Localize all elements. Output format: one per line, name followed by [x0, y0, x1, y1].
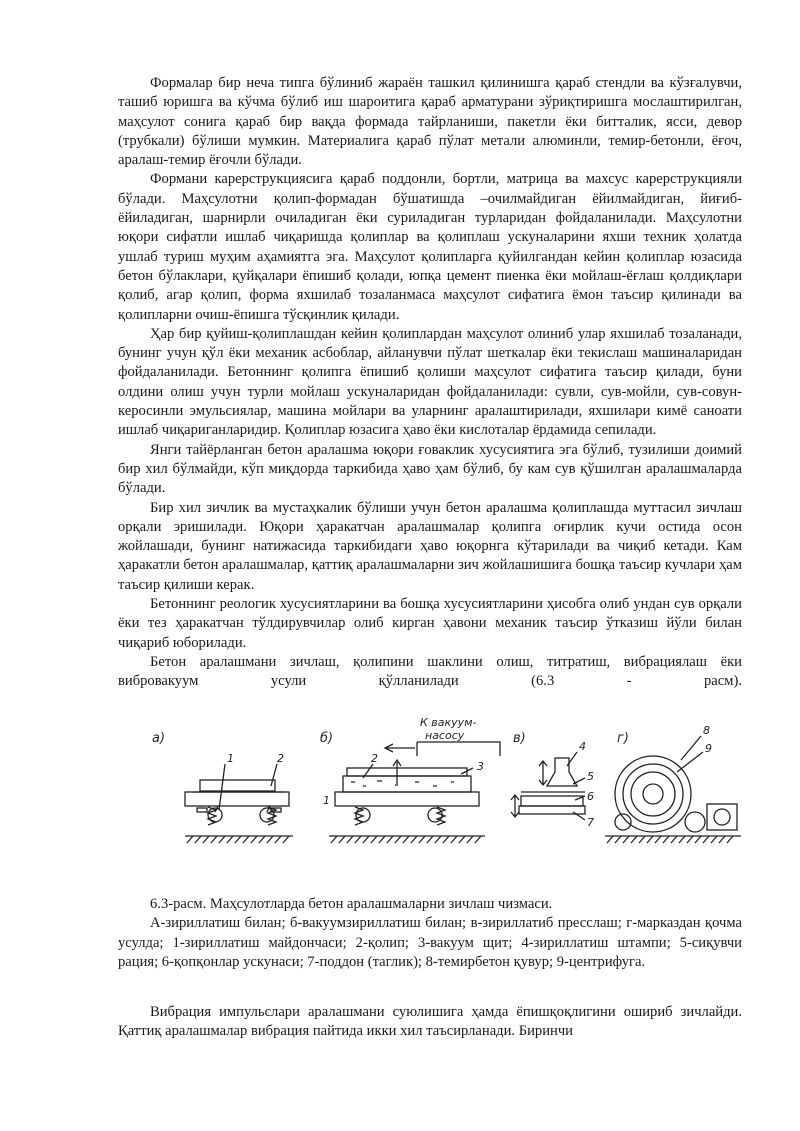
part-number: 4 [579, 740, 586, 753]
paragraph-4: Янги тайёрланган бетон аралашма юқори ғоваклик хусусиятига эга бўлиб, тузилиши доимий бир хил бўлмайди, кўп миқдорда таркибида ҳаво ҳам бўлиб, бу кам сув қўшилган аралашмаларда бўлади. [118, 441, 742, 497]
paragraph-1: Формалар бир неча типга бўлиниб жараён ташкил қилинишга қараб стендли ва кўзғалувчи, ташиб юришга ва кўчма бўлиб иш шароитига қараб арматурани зўриқтиришга мослаштирилган, маҳсулот сонига қараб бир вақда формада тайрланиши, пакетли ёки битталик, ясси, девор (трубкали) бўлиши мумкин. Материалига қараб пўлат метали алюминли, темир-бетонли, ёғоч, аралаш-темир ёғочли бўлади. [118, 75, 742, 169]
paragraph-2: Формани карерструкциясига қараб поддонли, бортли, матрица ва махсус карерструкцияли бўлади. Маҳсулотни қолип-формадан бўшатишда –очилмайдиган ёйилмайдиган, йиғиб-ёйиладиган, шарнирли очиладиган ёки суриладиган турларидан фойдаланилади. Маҳсулотни юқори сифатли ишлаб чиқаришда қолиплар ва қолиплаш ускуналарини яхши техник ҳолатда ушлаб туриш муҳим аҳамиятга эга. Маҳсулот қолипларга қуйилгандан кейин қолиплар юзасида бетон бўлаклари, қуйқалари ёпишиб қолади, юпқа цемент пиенка ёки мойлаш-ёғлаш қолдиқлари қолиб, агар қолип, форма яхшилаб тозаланмаса маҳсулот сифатига ёмон таъсир қилинади ва қолипларни очиш-ёпишга тўсқинлик қилади. [118, 171, 742, 323]
paragraph-5: Бир хил зичлик ва мустаҳкалик бўлиши учун бетон аралашма қолиплашда муттасил зичлаш орқали эришилади. Юқори ҳаракатчан аралашмалар қолипга оғирлик кучи остида осон жойлашади, бунинг натижасида таркибидаги ҳаво юқорнга кўтарилади ва чиқиб кетади. Кам ҳаракатли бетон аралашмалар, қаттиқ аралашмаларни зич жойлашишига бошқа таъсир кучлари ҳам таъсир қилиши керак. [118, 499, 742, 593]
part-number: 5 [587, 770, 594, 783]
part-number: 8 [703, 724, 710, 737]
paragraph-3: Ҳар бир қуйиш-қолиплашдан кейин қолиплардан маҳсулот олиниб улар яхшилаб тозаланади, бунинг учун қўл ёки механик асбоблар, айланувчи пўлат шеткалар ёки текислаш машиналаридан фойдаланилади. Бетоннинг қолипга ёпишиб қолиши маҳсулот сифатига таъсир қилади, буни олдини олиш учун турли мойлаш ускуналаридан фойдаланилади: сувли, сув-мойли, сув-совун-керосинли эмульсиялар, машина мойлари ва уларнинг аралаштирилади, яхшилари кимё саноати ишлаб чиқариганларидир. Қолиплар юзасига ҳаво ёки кислоталар ёрдамида сепилади. [118, 325, 742, 439]
figure-6-3 [115, 712, 745, 884]
panel-label-d: г) [617, 731, 629, 746]
paragraph-6: Бетоннинг реологик хусусиятларини ва бошқа хусусиятларини ҳисобга олиб ундан сув орқали ёки тез ҳаракатчан тўлдирувчилар олиб кирган ҳавони механик таъсир ўтказиш йўли билан чиқариб юборилади. [118, 596, 742, 651]
caption-legend: А-зириллатиш билан; б-вакуумзириллатиш билан; в-зириллатиб пресслаш; г-марказдан қочма усулда; 1-зириллатиш майдончаси; 2-қолип; 3-вакуум щит; 4-зириллатиш штампи; 5-сиқувчи рация; 6-қопқонлар ускунаси; 7-поддон (таглик); 8-темирбетон қувур; 9-центрифуга. [118, 915, 742, 970]
part-number: 2 [277, 752, 284, 765]
panel-label-a: а) [152, 731, 166, 746]
part-number: 3 [477, 760, 484, 773]
caption-title: 6.3-расм. Маҳсулотларда бетон аралашмаларни зичлаш чизмаси. [150, 896, 553, 912]
part-number: 1 [227, 752, 234, 765]
paragraph-7: Бетон аралашмани зичлаш, қолипини шаклини олиш, титратиш, вибрациялаш ёки вибровакуум усули қўлланилади (6.3 - расм). [118, 653, 742, 690]
part-number: 6 [587, 790, 594, 803]
part-number: 7 [587, 816, 594, 829]
arrow-label-line1: К вакуум- [420, 716, 477, 729]
part-number: 1 [323, 794, 330, 807]
paragraph-8: Вибрация импульслари аралашмани суюлишига ҳамда ёпишқоқлигини ошириб зичлайди. Қаттиқ аралашмалар вибрация пайтида икки хил таъсирланади. Биринчи [118, 1004, 742, 1040]
bottom-text [118, 1003, 742, 1042]
panel-label-c: в) [513, 731, 526, 746]
arrow-label-line2: насосу [425, 729, 465, 742]
body-text [118, 74, 742, 692]
part-number: 9 [705, 742, 712, 755]
panel-label-b: б) [320, 731, 334, 746]
part-number: 2 [371, 752, 378, 765]
figure-caption [118, 895, 742, 972]
